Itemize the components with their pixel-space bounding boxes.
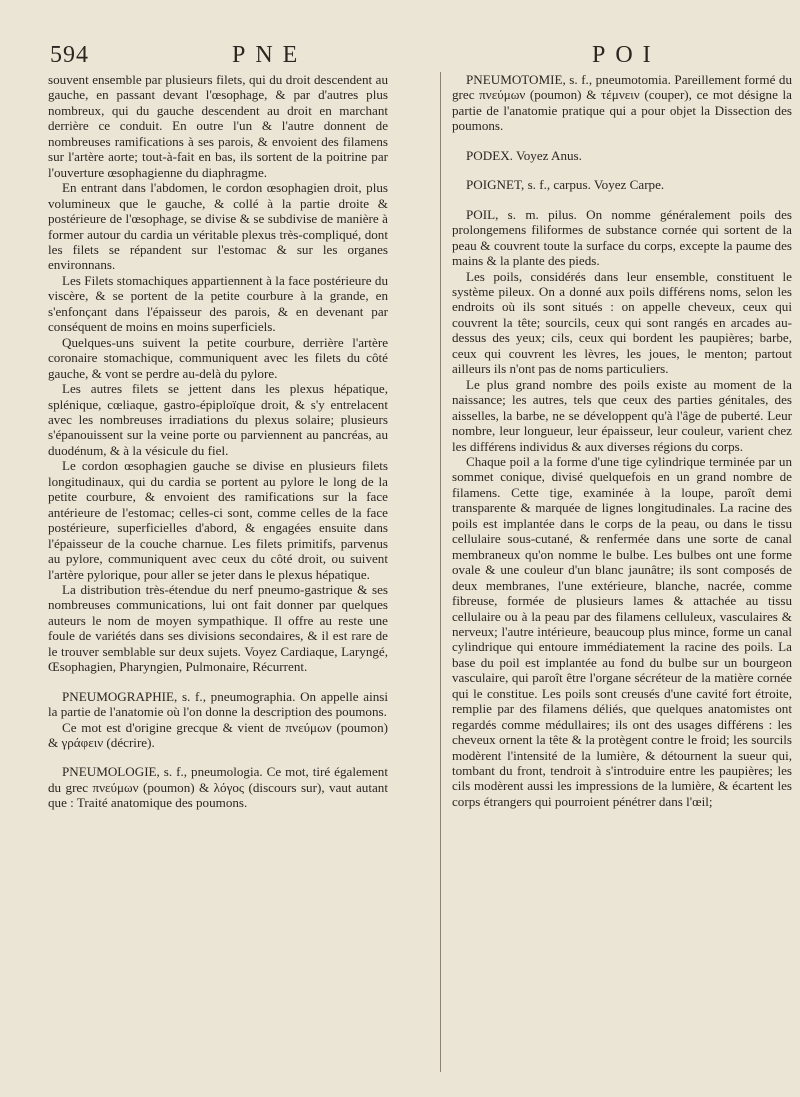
paragraph: Le cordon œsophagien gauche se divise en plusieurs filets longitudinaux, qui du cardia se portent au pylore le long de la petite courbure, & envoient des ramifications sur la face antérieure de l'estomac; celles-ci sont, comme celles de la face postérieure, superficielles d'abord, & engagées ensuite dans l'épaisseur de la couche charnue. Les filets primitifs, parvenus au pylore, communiquent avec ceux du côté droit, ou suivent l'artère pylorique, pour aller se jeter dans le plexus hépatique. bbox=[48, 458, 388, 582]
paragraph: Ce mot est d'origine grecque & vient de πνεύμων (poumon) & γράφειν (décrire). bbox=[48, 719, 388, 751]
paragraph: Les autres filets se jettent dans les plexus hépatique, splénique, cœliaque, gastro-épiploïque droit, & s'y entrelacent avec les nombreuses irradiations du plexus solaire; plusieurs s'épanouissent sur la veine porte ou parviennent au pancréas, au duodénum, & à la vésicule du fiel. bbox=[48, 381, 388, 458]
paragraph: Quelques-uns suivent la petite courbure, derrière l'artère coronaire stomachique, communiquent avec les filets du côté gauche, & vont se perdre au-delà du pylore. bbox=[48, 334, 388, 381]
dictionary-entry-pneumologie: PNEUMOLOGIE, s. f., pneumologia. Ce mot, tiré également du grec πνεύμων (poumon) & λόγος (discours sur), vaut autant que : Traité anatomique des poumons. bbox=[48, 764, 388, 811]
column-divider bbox=[440, 72, 441, 1072]
page-number: 594 bbox=[50, 42, 89, 68]
right-column bbox=[452, 72, 792, 809]
paragraph: En entrant dans l'abdomen, le cordon œsophagien droit, plus volumineux que le gauche, & collé à la partie droite & postérieure de l'œsophage, se divise & se subdivise de manière à former autour du cardia un véritable plexus très-compliqué, dont les filets se répandent sur l'estomac & sur les organes environnans. bbox=[48, 180, 388, 273]
paragraph: Le plus grand nombre des poils existe au moment de la naissance; les autres, tels que ceux des parties génitales, des aisselles, la barbe, ne se développent qu'à l'âge de puberté. Leur nombre, leur longueur, leur épaisseur, leur couleur, varient chez les différens individus & aux diverses régions du corps. bbox=[452, 376, 792, 454]
dictionary-entry-pneumotomie: PNEUMOTOMIE, s. f., pneumotomia. Pareillement formé du grec πνεύμων (poumon) & τέμνειν (couper), ce mot désigne la partie de l'anatomie pratique qui a pour objet la Dissection des poumons. bbox=[452, 72, 792, 134]
dictionary-entry-pneumographie: PNEUMOGRAPHIE, s. f., pneumographia. On appelle ainsi la partie de l'anatomie où l'on donne la description des poumons. bbox=[48, 688, 388, 720]
paragraph: souvent ensemble par plusieurs filets, qui du droit descendent au gauche, en passant devant l'œsophage, & par d'autres plus nombreux, qui du gauche descendent au droit en marchant derrière ce conduit. En outre l'un & l'autre donnent de nombreuses ramifications à ses parois, & envoient des filamens sur l'artère aorte; tout-à-fait en bas, ils sortent de la poitrine par l'ouverture œsophagienne du diaphragme. bbox=[48, 72, 388, 180]
dictionary-entry-podex: PODEX. Voyez Anus. bbox=[466, 147, 582, 163]
paragraph: Les Filets stomachiques appartiennent à la face postérieure du viscère, & se portent de la petite courbure à la grande, en s'enfonçant dans l'épaisseur des parois, & en devenant par conséquent de moins en moins superficiels. bbox=[48, 272, 388, 335]
paragraph: Chaque poil a la forme d'une tige cylindrique terminée par un sommet conique, divisé quelquefois en un grand nombre de filamens. Cette tige, examinée à la loupe, paroît demi transparente & marquée de lignes longitudinales. La racine des poils est implantée dans le corps de la peau, ou dans le tissu cellulaire sous-cutané, & renfermée dans une sorte de canal membraneux qu'on nomme le bulbe. Les bulbes ont une forme ovale & une couleur d'un blanc jaunâtre; ils sont composés de deux membranes, l'une extérieure, blanche, nacrée, comme fibreuse, formée de plusieurs lames & attachée au tissu cellulaire ou à la peau par des filamens celluleux, vasculaires & nerveux; l'autre intérieure, beaucoup plus mince, forme un canal cylindrique qui entoure immédiatement la racine des poils. La base du poil est implantée au fond du bulbe sur un bourgeon vasculaire, qui paroît être l'organe sécréteur de la matière cornée qui le constitue. Les poils sont creusés d'une cavité fort étroite, remplie par des filamens déliés, que quelques anatomistes ont regardés comme médullaires; ils ont des usages différens : les cheveux ornent la tête & la protègent contre le froid; les sourcils modèrent l'intensité de la lumière, & détournent la sueur qui, tombant du front, tendroit à s'introduire entre les paupières; les cils modèrent aussi les impressions de la lumière, & écartent les corps étrangers qui pourroient pénétrer dans l'œil; bbox=[452, 453, 792, 809]
dictionary-entry-poil: POIL, s. m. pilus. On nomme généralement poils des prolongemens filiformes de substance cornée qui sortent de la peau & couvrent toute la surface du corps, excepte la paume des mains & la plante des pieds. bbox=[452, 206, 792, 269]
running-headword-left: PNE bbox=[232, 42, 308, 68]
running-headword-right: POI bbox=[592, 42, 661, 68]
paragraph: Les poils, considérés dans leur ensemble, constituent le système pileux. On a donné aux poils différens noms, selon les endroits où ils sont situés : on appelle cheveux, ceux qui couvrent la tête; sourcils, ceux qui sont rangés en arcades au-dessus des yeux; cils, ceux qui bordent les paupières; barbe, ceux qui couvrent les lèvres, les joues, le menton; partout ailleurs ils n'ont pas de noms particuliers. bbox=[452, 268, 792, 377]
left-column bbox=[48, 72, 388, 811]
running-head bbox=[0, 42, 800, 72]
dictionary-entry-poignet: POIGNET, s. f., carpus. Voyez Carpe. bbox=[466, 177, 665, 193]
paragraph: La distribution très-étendue du nerf pneumo-gastrique & ses nombreuses communications, lui ont fait donner par quelques auteurs le nom de moyen sympathique. Il offre au reste une foule de variétés dans ses divisions secondaires, & il est rare de le trouver semblable sur deux sujets. Voyez Cardiaque, Laryngé, Œsophagien, Pharyngien, Pulmonaire, Récurrent. bbox=[48, 581, 388, 675]
